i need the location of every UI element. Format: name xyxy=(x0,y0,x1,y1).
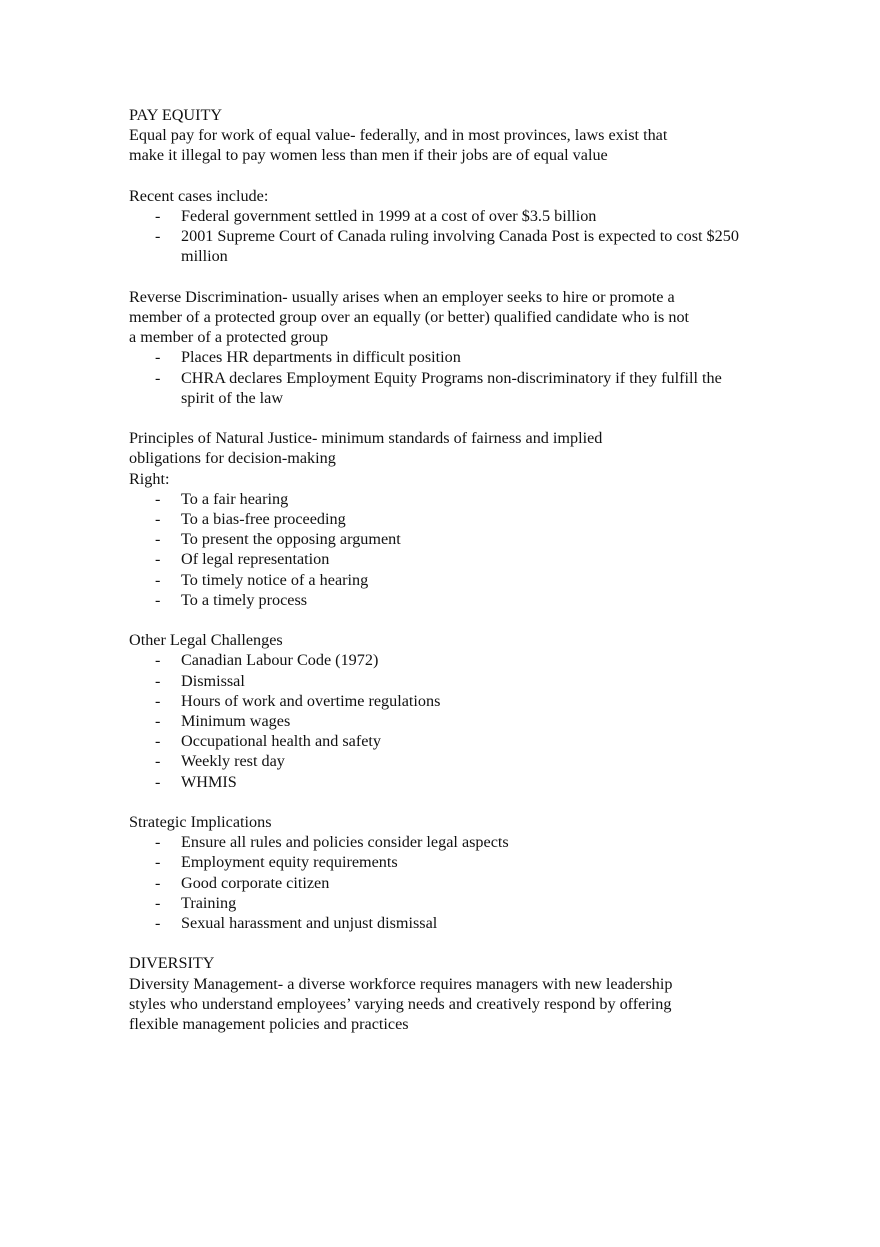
bullet-dash: - xyxy=(155,873,161,892)
bullet-dash: - xyxy=(155,914,161,933)
list-item xyxy=(129,206,741,226)
natural-justice-line-1: Principles of Natural Justice- minimum standards of fairness and implied xyxy=(129,429,603,448)
bullet-dash: - xyxy=(155,227,161,246)
list-item xyxy=(129,650,741,670)
list-item xyxy=(129,509,741,529)
reverse-discrimination-list xyxy=(129,347,749,408)
list-item-text: To timely notice of a hearing xyxy=(181,570,369,589)
list-item xyxy=(129,751,741,771)
list-item xyxy=(129,711,741,731)
pay-equity-heading: PAY EQUITY xyxy=(129,106,223,124)
list-item-text: Minimum wages xyxy=(181,712,291,731)
reverse-discrimination-line-1: Reverse Discrimination- usually arises when an employer seeks to hire or promote a xyxy=(129,287,675,306)
recent-cases-list xyxy=(129,206,749,267)
bullet-dash: - xyxy=(155,853,161,872)
list-item xyxy=(129,671,741,691)
list-item-text: Federal government settled in 1999 at a cost of over $3.5 billion xyxy=(181,207,597,225)
spacer xyxy=(129,792,749,812)
other-legal-heading: Other Legal Challenges xyxy=(129,631,283,650)
list-item xyxy=(129,731,741,751)
list-item-text: Weekly rest day xyxy=(181,752,285,771)
bullet-dash: - xyxy=(155,489,161,508)
reverse-discrimination-line-3: a member of a protected group xyxy=(129,328,329,347)
list-item-text: WHMIS xyxy=(181,772,237,791)
list-item-text: Good corporate citizen xyxy=(181,873,330,892)
spacer xyxy=(129,166,749,186)
list-item xyxy=(129,570,741,590)
bullet-dash: - xyxy=(155,570,161,589)
list-item-text: Ensure all rules and policies consider legal aspects xyxy=(181,833,509,852)
diversity-line-1: Diversity Management- a diverse workforce requires managers with new leadership xyxy=(129,974,673,993)
bullet-dash: - xyxy=(155,833,161,852)
list-item-text: CHRA declares Employment Equity Programs non-discriminatory if they fulfill the spirit of the law xyxy=(181,368,722,407)
list-item xyxy=(129,489,741,509)
right-label: Right: xyxy=(129,469,170,488)
other-legal-list xyxy=(129,650,749,791)
strategic-list xyxy=(129,832,749,933)
bullet-dash: - xyxy=(155,368,161,387)
list-item xyxy=(129,691,741,711)
natural-justice-line-2: obligations for decision-making xyxy=(129,449,336,468)
bullet-dash: - xyxy=(155,207,161,225)
spacer xyxy=(129,408,749,428)
bullet-dash: - xyxy=(155,348,161,367)
bullet-dash: - xyxy=(155,671,161,690)
list-item-text: 2001 Supreme Court of Canada ruling involving Canada Post is expected to cost $250 million xyxy=(181,227,739,266)
bullet-dash: - xyxy=(155,893,161,912)
spacer xyxy=(129,610,749,630)
list-item-text: To present the opposing argument xyxy=(181,530,401,549)
pay-equity-intro-line-1: Equal pay for work of equal value- federally, and in most provinces, laws exist that xyxy=(129,126,668,145)
diversity-heading: DIVERSITY xyxy=(129,954,215,973)
bullet-dash: - xyxy=(155,772,161,791)
recent-cases-label: Recent cases include: xyxy=(129,186,269,205)
bullet-dash: - xyxy=(155,590,161,609)
list-item-text: Employment equity requirements xyxy=(181,853,398,872)
spacer xyxy=(129,933,749,953)
list-item-text: To a timely process xyxy=(181,590,308,609)
list-item xyxy=(129,913,741,933)
list-item xyxy=(129,347,741,367)
list-item-text: To a bias-free proceeding xyxy=(181,510,346,529)
list-item xyxy=(129,226,741,266)
list-item-text: To a fair hearing xyxy=(181,489,289,508)
document-page xyxy=(129,105,749,1034)
list-item xyxy=(129,772,741,792)
bullet-dash: - xyxy=(155,530,161,549)
list-item xyxy=(129,832,741,852)
list-item xyxy=(129,529,741,549)
bullet-dash: - xyxy=(155,691,161,710)
list-item-text: Hours of work and overtime regulations xyxy=(181,691,441,710)
list-item-text: Places HR departments in difficult position xyxy=(181,348,461,367)
list-item xyxy=(129,893,741,913)
diversity-line-3: flexible management policies and practices xyxy=(129,1015,409,1034)
list-item-text: Training xyxy=(181,893,237,912)
bullet-dash: - xyxy=(155,510,161,529)
list-item xyxy=(129,368,741,408)
list-item xyxy=(129,852,741,872)
list-item-text: Occupational health and safety xyxy=(181,732,382,751)
bullet-dash: - xyxy=(155,651,161,670)
bullet-dash: - xyxy=(155,752,161,771)
list-item-text: Canadian Labour Code (1972) xyxy=(181,651,379,670)
bullet-dash: - xyxy=(155,732,161,751)
list-item-text: Of legal representation xyxy=(181,550,330,569)
list-item xyxy=(129,590,741,610)
list-item xyxy=(129,549,741,569)
list-item xyxy=(129,873,741,893)
bullet-dash: - xyxy=(155,550,161,569)
strategic-heading: Strategic Implications xyxy=(129,813,272,832)
rights-list xyxy=(129,489,749,610)
reverse-discrimination-line-2: member of a protected group over an equally (or better) qualified candidate who is not xyxy=(129,308,690,326)
list-item-text: Dismissal xyxy=(181,671,245,690)
pay-equity-intro-line-2: make it illegal to pay women less than men if their jobs are of equal value xyxy=(129,146,608,165)
list-item-text: Sexual harassment and unjust dismissal xyxy=(181,914,438,933)
diversity-line-2: styles who understand employees’ varying needs and creatively respond by offering xyxy=(129,994,672,1013)
spacer xyxy=(129,267,749,287)
bullet-dash: - xyxy=(155,712,161,731)
